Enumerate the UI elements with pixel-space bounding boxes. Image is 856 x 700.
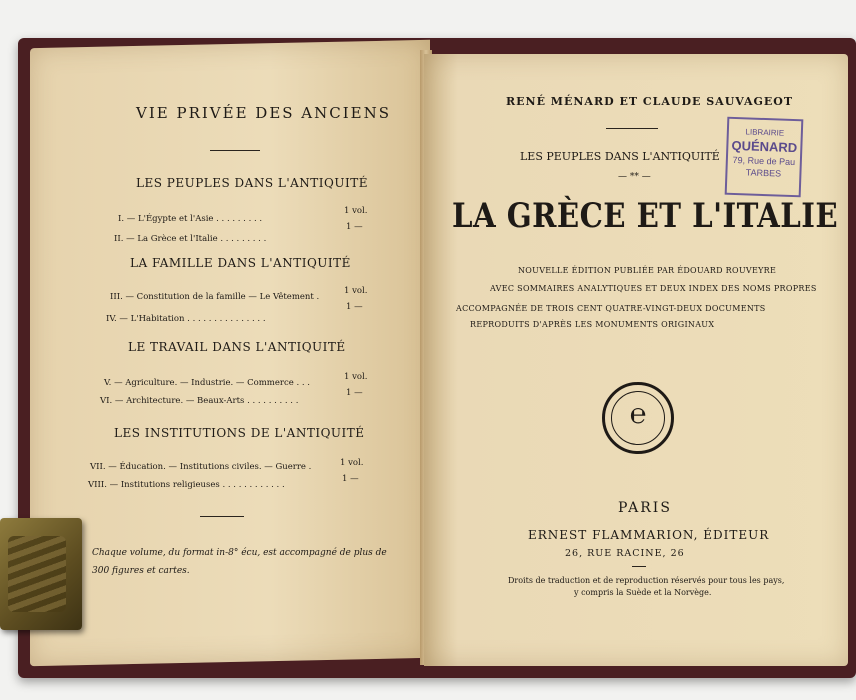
section-heading-2: LA FAMILLE DANS L'ANTIQUITÉ <box>130 256 351 270</box>
list-item-volume: 1 — <box>346 388 363 398</box>
summary-note: AVEC SOMMAIRES ANALYTIQUES ET DEUX INDEX DES NOMS PROPRES <box>490 284 817 293</box>
publisher: ERNEST FLAMMARION, ÉDITEUR <box>528 528 770 542</box>
list-item-volume: 1 — <box>342 474 359 484</box>
footnote: 300 figures et cartes. <box>92 566 190 576</box>
edition-note: NOUVELLE ÉDITION PUBLIÉE PAR ÉDOUARD ROUVEYRE <box>518 266 777 275</box>
authors: RENÉ MÉNARD ET CLAUDE SAUVAGEOT <box>506 95 794 108</box>
list-item: III. — Constitution de la famille — Le Vêtement . <box>110 292 320 302</box>
publisher-emblem-icon: ℮ <box>602 382 674 454</box>
list-item: VI. — Architecture. — Beaux-Arts . . . . . . . . . . <box>100 396 299 406</box>
documents-note: REPRODUITS D'APRÈS LES MONUMENTS ORIGINAUX <box>470 320 715 329</box>
book-series: LES PEUPLES DANS L'ANTIQUITÉ <box>520 150 720 163</box>
series-mark: — ** — <box>618 172 651 182</box>
list-item: I. — L'Égypte et l'Asie . . . . . . . . . <box>118 214 263 224</box>
list-item-volume: 1 — <box>346 222 363 232</box>
list-item-volume: 1 vol. <box>344 286 368 296</box>
section-heading-4: LES INSTITUTIONS DE L'ANTIQUITÉ <box>114 426 365 440</box>
footnote: Chaque volume, du format in-8° écu, est accompagné de plus de <box>92 548 387 558</box>
city: PARIS <box>618 500 672 516</box>
section-heading-1: LES PEUPLES DANS L'ANTIQUITÉ <box>136 176 369 190</box>
divider <box>200 516 244 517</box>
publisher-address: 26, RUE RACINE, 26 <box>565 548 685 559</box>
bookseller-stamp: LIBRAIRIE QUÉNARD 79, Rue de Pau TARBES <box>725 117 804 198</box>
list-item: VII. — Éducation. — Institutions civiles. — Guerre . <box>90 462 312 472</box>
rights-notice: Droits de traduction et de reproduction réservés pour tous les pays, <box>508 576 785 585</box>
rights-notice: y compris la Suède et la Norvège. <box>574 588 712 597</box>
divider <box>632 566 646 567</box>
list-item: IV. — L'Habitation . . . . . . . . . . . . . . . <box>106 314 266 324</box>
list-item-volume: 1 — <box>346 302 363 312</box>
brass-page-weight <box>0 518 82 630</box>
list-item-volume: 1 vol. <box>344 372 368 382</box>
list-item-volume: 1 vol. <box>340 458 364 468</box>
section-heading-3: LE TRAVAIL DANS L'ANTIQUITÉ <box>128 340 346 354</box>
list-item: II. — La Grèce et l'Italie . . . . . . . . . <box>114 234 267 244</box>
divider <box>210 150 260 151</box>
book-title: LA GRÈCE ET L'ITALIE <box>452 196 839 236</box>
series-title: VIE PRIVÉE DES ANCIENS <box>136 104 392 122</box>
list-item: V. — Agriculture. — Industrie. — Commerce . . . <box>104 378 310 388</box>
divider <box>606 128 658 129</box>
list-item: VIII. — Institutions religieuses . . . . . . . . . . . . <box>88 480 285 490</box>
list-item-volume: 1 vol. <box>344 206 368 216</box>
documents-note: ACCOMPAGNÉE DE TROIS CENT QUATRE-VINGT-DEUX DOCUMENTS <box>456 304 766 313</box>
